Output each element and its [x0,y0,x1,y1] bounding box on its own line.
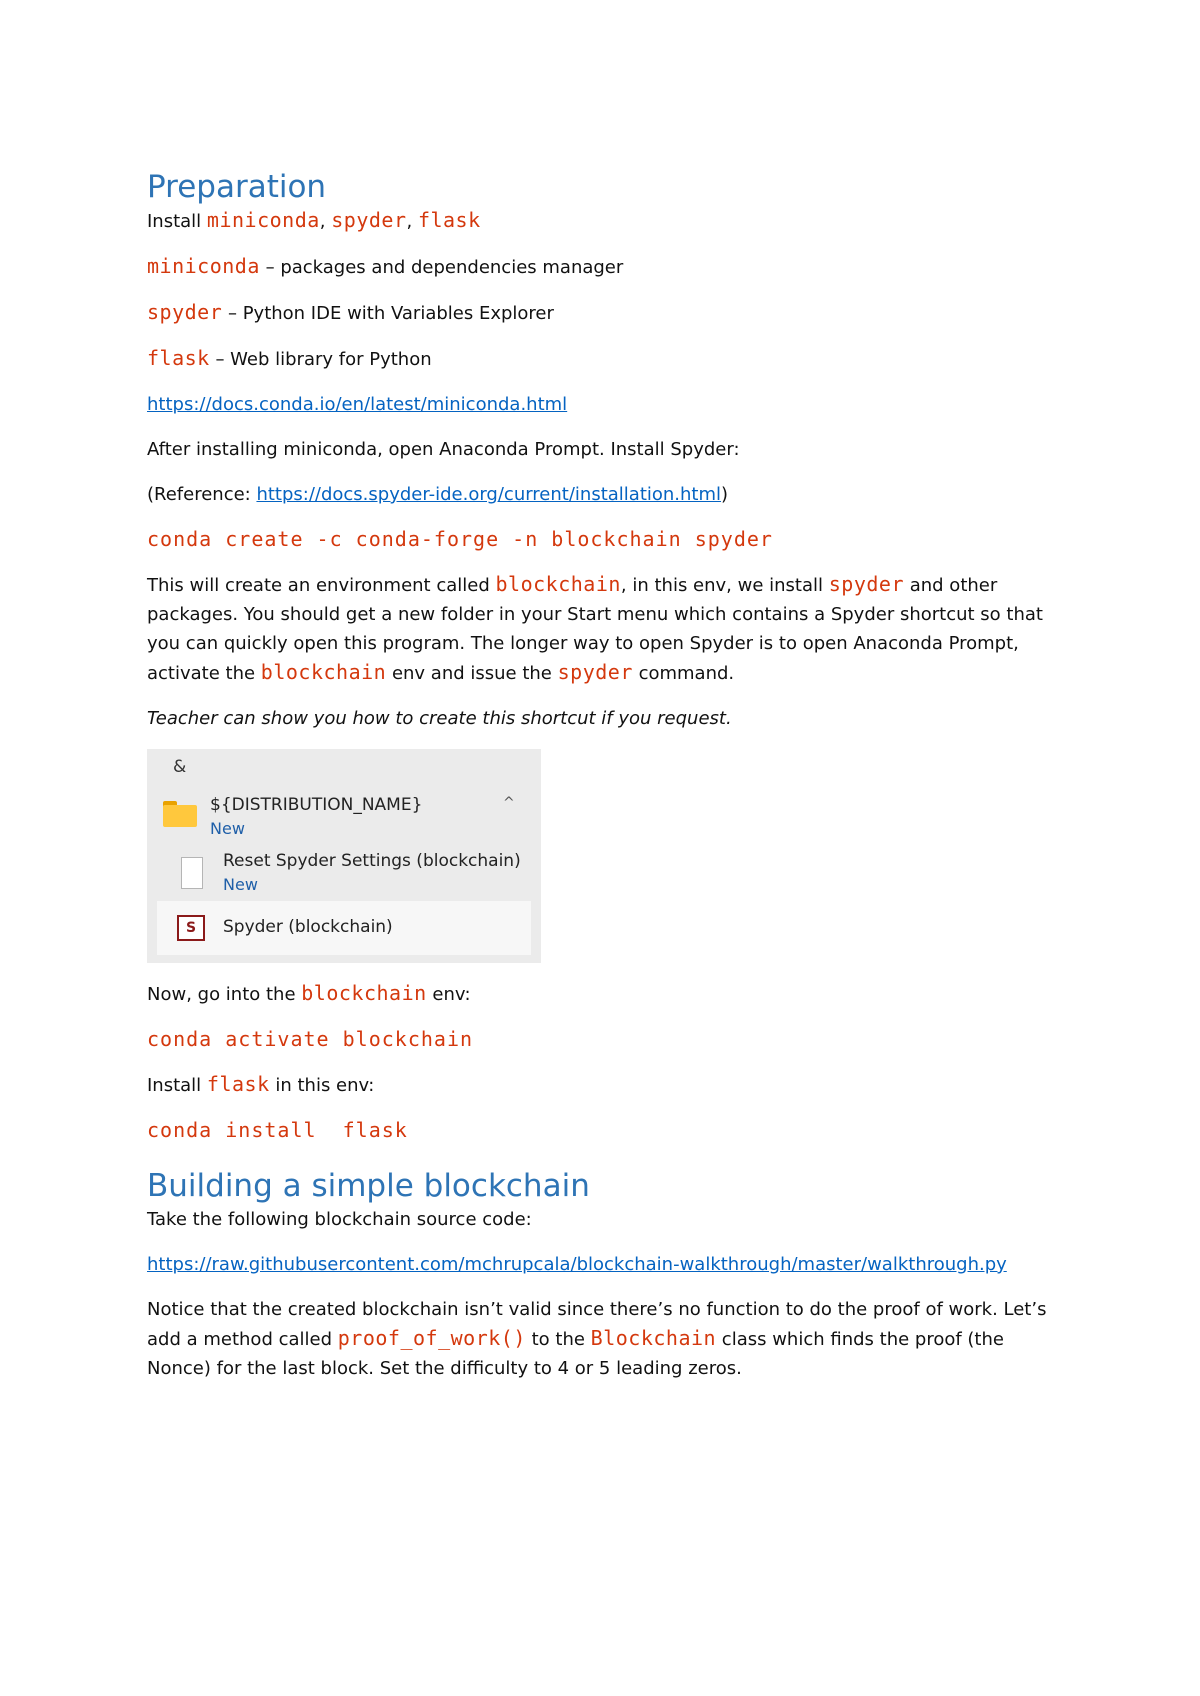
teacher-note: Teacher can show you how to create this shortcut if you request. [147,708,732,729]
heading-building-blockchain: Building a simple blockchain [147,1168,590,1204]
definition-miniconda: miniconda – packages and dependencies manager [147,254,624,278]
after-install-text: After installing miniconda, open Anaconda Prompt. Install Spyder: [147,439,740,460]
start-menu-screenshot [147,749,541,963]
command-conda-install: conda install flask [147,1118,408,1142]
spyder-icon: S [177,915,205,941]
start-menu-amp: & [173,757,187,777]
definition-flask: flask – Web library for Python [147,346,432,370]
source-link-line [147,1250,1057,1279]
command-conda-activate: conda activate blockchain [147,1027,474,1051]
document-page [147,168,1057,1399]
spyder-item[interactable]: Spyder (blockchain) [223,917,393,937]
reference-line: (Reference: https://docs.spyder-ide.org/current/installation.html) [147,484,729,505]
folder-icon [163,801,197,827]
miniconda-link[interactable]: https://docs.conda.io/en/latest/miniconda.html [147,394,568,415]
install-line: Install miniconda, spyder, flask [147,208,481,232]
miniconda-link-line [147,390,1057,419]
reset-spyder-item[interactable]: Reset Spyder Settings (blockchain) [223,851,521,871]
code-spyder: spyder [331,208,407,232]
code-miniconda: miniconda [206,208,320,232]
source-code-link[interactable]: https://raw.githubusercontent.com/mchrupcala/blockchain-walkthrough/master/walkthrough.py [147,1254,1007,1275]
reset-new-badge: New [223,875,258,894]
take-source-text: Take the following blockchain source code: [147,1209,532,1230]
env-paragraph: This will create an environment called blockchain, in this env, we install spyder and other packages. You should get a new folder in your Start menu which contains a Spyder shortcut so that you can quickly open this program. The longer way to open Spyder is to open Anaconda Prompt, activate the blockchain env and issue the spyder command. [147,572,1043,684]
chevron-up-icon[interactable]: ^ [503,795,515,811]
code-flask: flask [417,208,481,232]
install-flask-text: Install flask in this env: [147,1072,375,1096]
go-into-env-text: Now, go into the blockchain env: [147,981,471,1005]
spyder-install-link[interactable]: https://docs.spyder-ide.org/current/installation.html [256,484,722,505]
folder-name[interactable]: ${DISTRIBUTION_NAME} [210,795,423,815]
heading-preparation: Preparation [147,169,327,205]
definition-spyder: spyder – Python IDE with Variables Explorer [147,300,554,324]
file-icon [181,857,203,889]
folder-new-badge: New [210,819,245,838]
notice-paragraph: Notice that the created blockchain isn’t valid since there’s no function to do the proof of work. Let’s add a method called proof_of_work() to the Blockchain class which finds the proof (the Nonce) for the last block. Set the difficulty to 4 or 5 leading zeros. [147,1299,1047,1379]
command-conda-create: conda create -c conda-forge -n blockchain spyder [147,527,773,551]
